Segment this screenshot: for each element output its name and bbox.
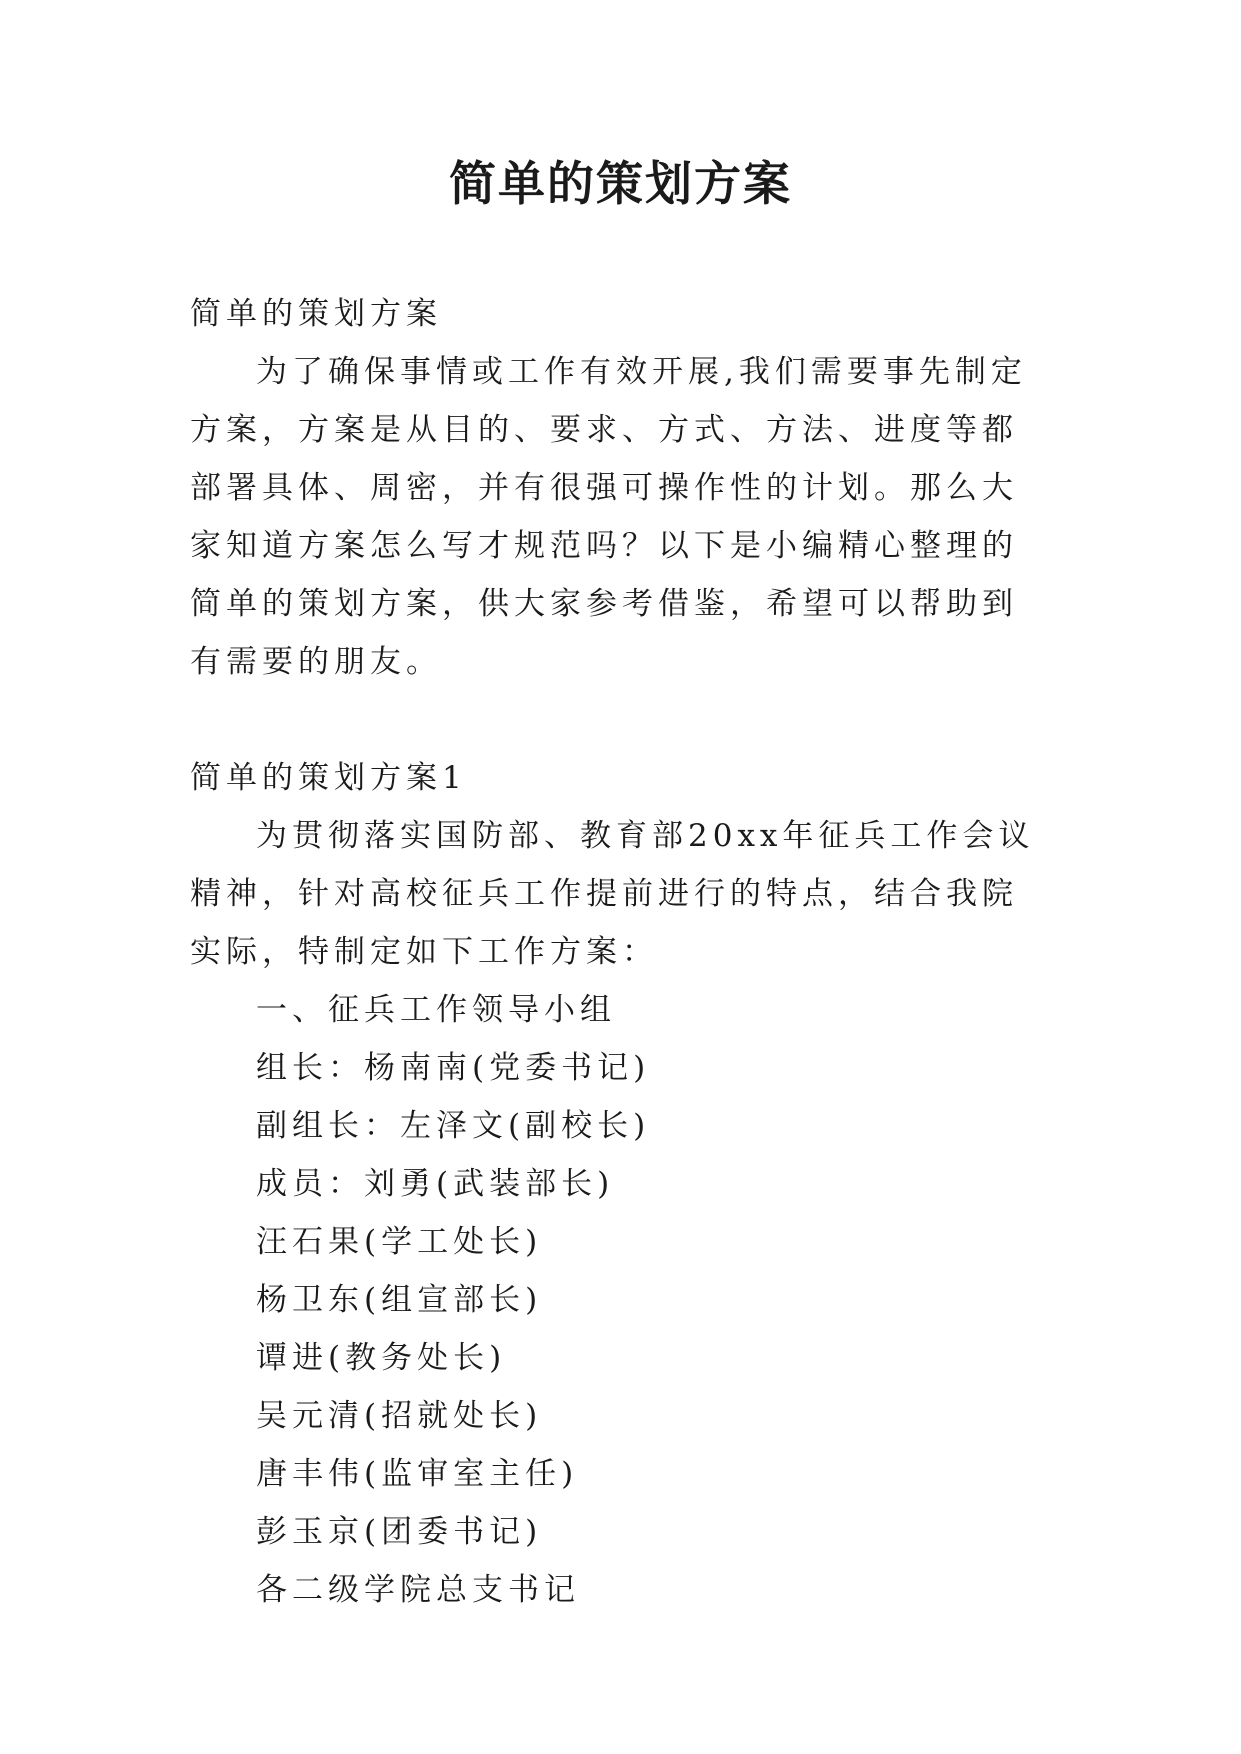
plan1-heading: 简单的策划方案1 — [190, 760, 467, 796]
list-line: 一、征兵工作领导小组 — [256, 992, 616, 1028]
list-line: 汪石果(学工处长) — [256, 1224, 543, 1260]
intro-paragraph: 为了确保事情或工作有效开展,我们需要事先制定方案，方案是从目的、要求、方式、方法、进度等都部署具体、周密，并有很强可操作性的计划。那么大家知道方案怎么写才规范吗？以下是小编精心整理的简单的策划方案，供大家参考借鉴，希望可以帮助到有需要的朋友。 — [190, 354, 1027, 680]
section-heading: 简单的策划方案 — [190, 296, 442, 332]
list-line: 成员：刘勇(武装部长) — [256, 1166, 615, 1202]
list-line: 组长：杨南南(党委书记) — [256, 1050, 651, 1086]
list-line: 谭进(教务处长) — [256, 1340, 507, 1376]
document-title: 简单的策划方案 — [449, 157, 792, 212]
plan1-paragraph: 为贯彻落实国防部、教育部20xx年征兵工作会议精神，针对高校征兵工作提前进行的特点，结合我院实际，特制定如下工作方案： — [190, 818, 1035, 970]
list-line: 唐丰伟(监审室主任) — [256, 1456, 579, 1492]
list-line: 吴元清(招就处长) — [256, 1398, 543, 1434]
document-body — [190, 285, 1050, 1619]
list-line: 副组长：左泽文(副校长) — [256, 1108, 651, 1144]
list-line: 各二级学院总支书记 — [256, 1572, 580, 1608]
paragraph-spacer — [190, 691, 1050, 749]
list-line: 彭玉京(团委书记) — [256, 1514, 543, 1550]
list-line: 杨卫东(组宣部长) — [256, 1282, 543, 1318]
